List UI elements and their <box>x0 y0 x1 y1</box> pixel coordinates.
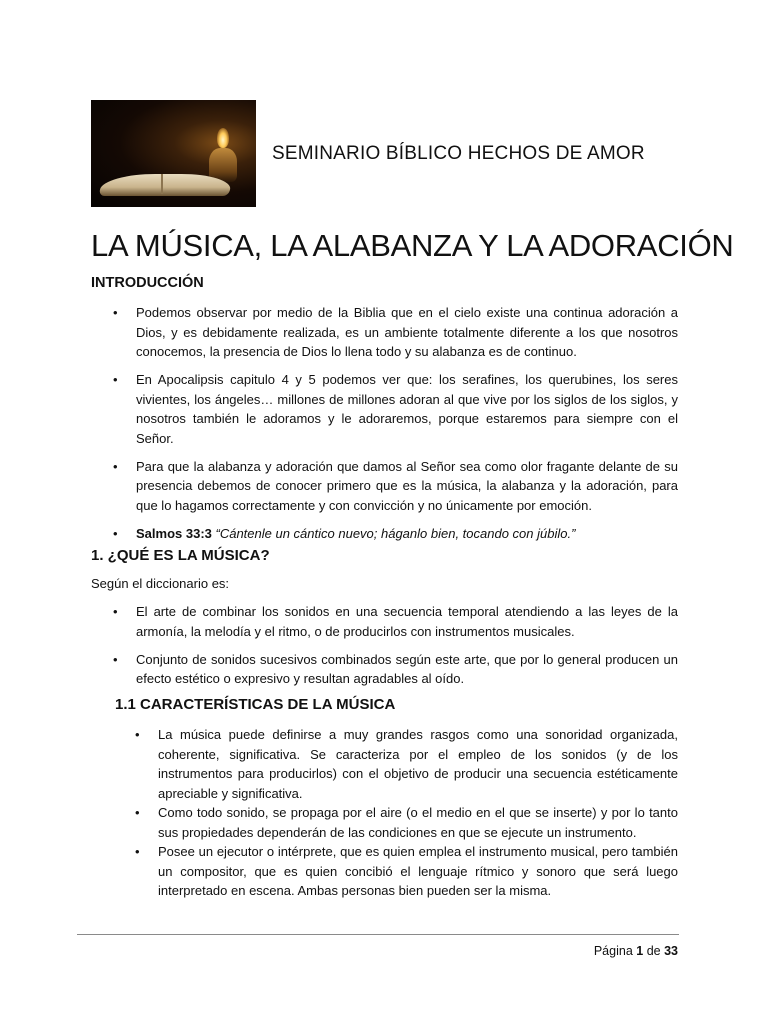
flame-shape <box>217 128 229 148</box>
open-book-shape <box>99 174 234 196</box>
list-item: • Para que la alabanza y adoración que damos al Señor sea como olor fragante delante de su presencia debemos de conocer primero que es la música, la alabanza y la adoración, para que lo hagamos correctamente y con convicción y no únicamente por emoción. <box>113 458 678 513</box>
bullet-icon: • <box>135 805 140 820</box>
verse-text: “Cántenle un cántico nuevo; háganlo bien, tocando con júbilo.” <box>215 525 576 541</box>
bullet-icon: • <box>113 651 118 667</box>
section-1-1-bullet-list <box>135 725 678 901</box>
open-bible-lamp-image <box>91 100 256 207</box>
document-title: LA MÚSICA, LA ALABANZA Y LA ADORACIÓN <box>91 228 734 263</box>
section-1-bullet-list <box>113 602 678 697</box>
list-item: • Posee un ejecutor o intérprete, que es quien emplea el instrumento musical, pero también un compositor, que es quien concibió el lenguaje rítmico y sonoro que será luego interpretado en escena. Ambas personas bien pueden ser la misma. <box>135 844 678 898</box>
section-1-heading: 1. ¿QUÉ ES LA MÚSICA? <box>91 547 270 564</box>
verse-item <box>113 524 678 544</box>
footer-divider <box>77 934 679 935</box>
bullet-icon: • <box>113 372 118 387</box>
section-1-lead: Según el diccionario es: <box>91 576 230 591</box>
list-item: • En Apocalipsis capitulo 4 y 5 podemos ver que: los serafines, los querubines, los seres vivientes, los ángeles… millones de millones adoran al que vive por los siglos de los siglos, y nosotros también le adoramos y le adoraremos, porque estaremos para siempre con el Señor. <box>113 372 678 446</box>
page-number: Página 1 de 33 <box>593 944 678 958</box>
intro-bullet-list <box>113 303 678 552</box>
list-item: • Conjunto de sonidos sucesivos combinados según este arte, que por lo general producen un efecto estético o expresivo y resultan agradables al oído. <box>113 651 678 686</box>
bullet-icon: • <box>113 604 118 619</box>
seminar-title: SEMINARIO BÍBLICO HECHOS DE AMOR <box>272 143 645 164</box>
bullet-icon: • <box>113 305 118 320</box>
bullet-icon: • <box>113 458 118 474</box>
bullet-icon: • <box>135 727 140 742</box>
bullet-icon: • <box>113 525 118 541</box>
intro-heading: INTRODUCCIÓN <box>91 275 204 291</box>
section-1-1-heading: 1.1 CARACTERÍSTICAS DE LA MÚSICA <box>115 696 396 713</box>
list-item: • Podemos observar por medio de la Biblia que en el cielo existe una continua adoración a Dios, y es debidamente realizada, es un ambiente totalmente diferente a los que nosotros conocemos, la presencia de Dios lo llena todo y su alabanza es de continuo. <box>113 305 678 359</box>
list-item: • Como todo sonido, se propaga por el aire (o el medio en el que se inserte) y por lo tanto sus propiedades dependerán de las condiciones en que se ejecute un instrumento. <box>135 805 678 840</box>
verse-reference: Salmos 33:3 <box>136 525 212 541</box>
bullet-icon: • <box>135 844 140 859</box>
list-item: • La música puede definirse a muy grandes rasgos como una sonoridad organizada, coherente, significativa. Se caracteriza por el empleo de los sonidos (y de los instrumentos para producirlos) con el objetivo de producir una secuencia estéticamente apreciable y significativa. <box>135 727 678 801</box>
book-spine-shape <box>161 174 163 194</box>
list-item: • El arte de combinar los sonidos en una secuencia temporal atendiendo a las leyes de la armonía, la melodía y el ritmo, o de producirlos con instrumentos musicales. <box>113 604 678 639</box>
